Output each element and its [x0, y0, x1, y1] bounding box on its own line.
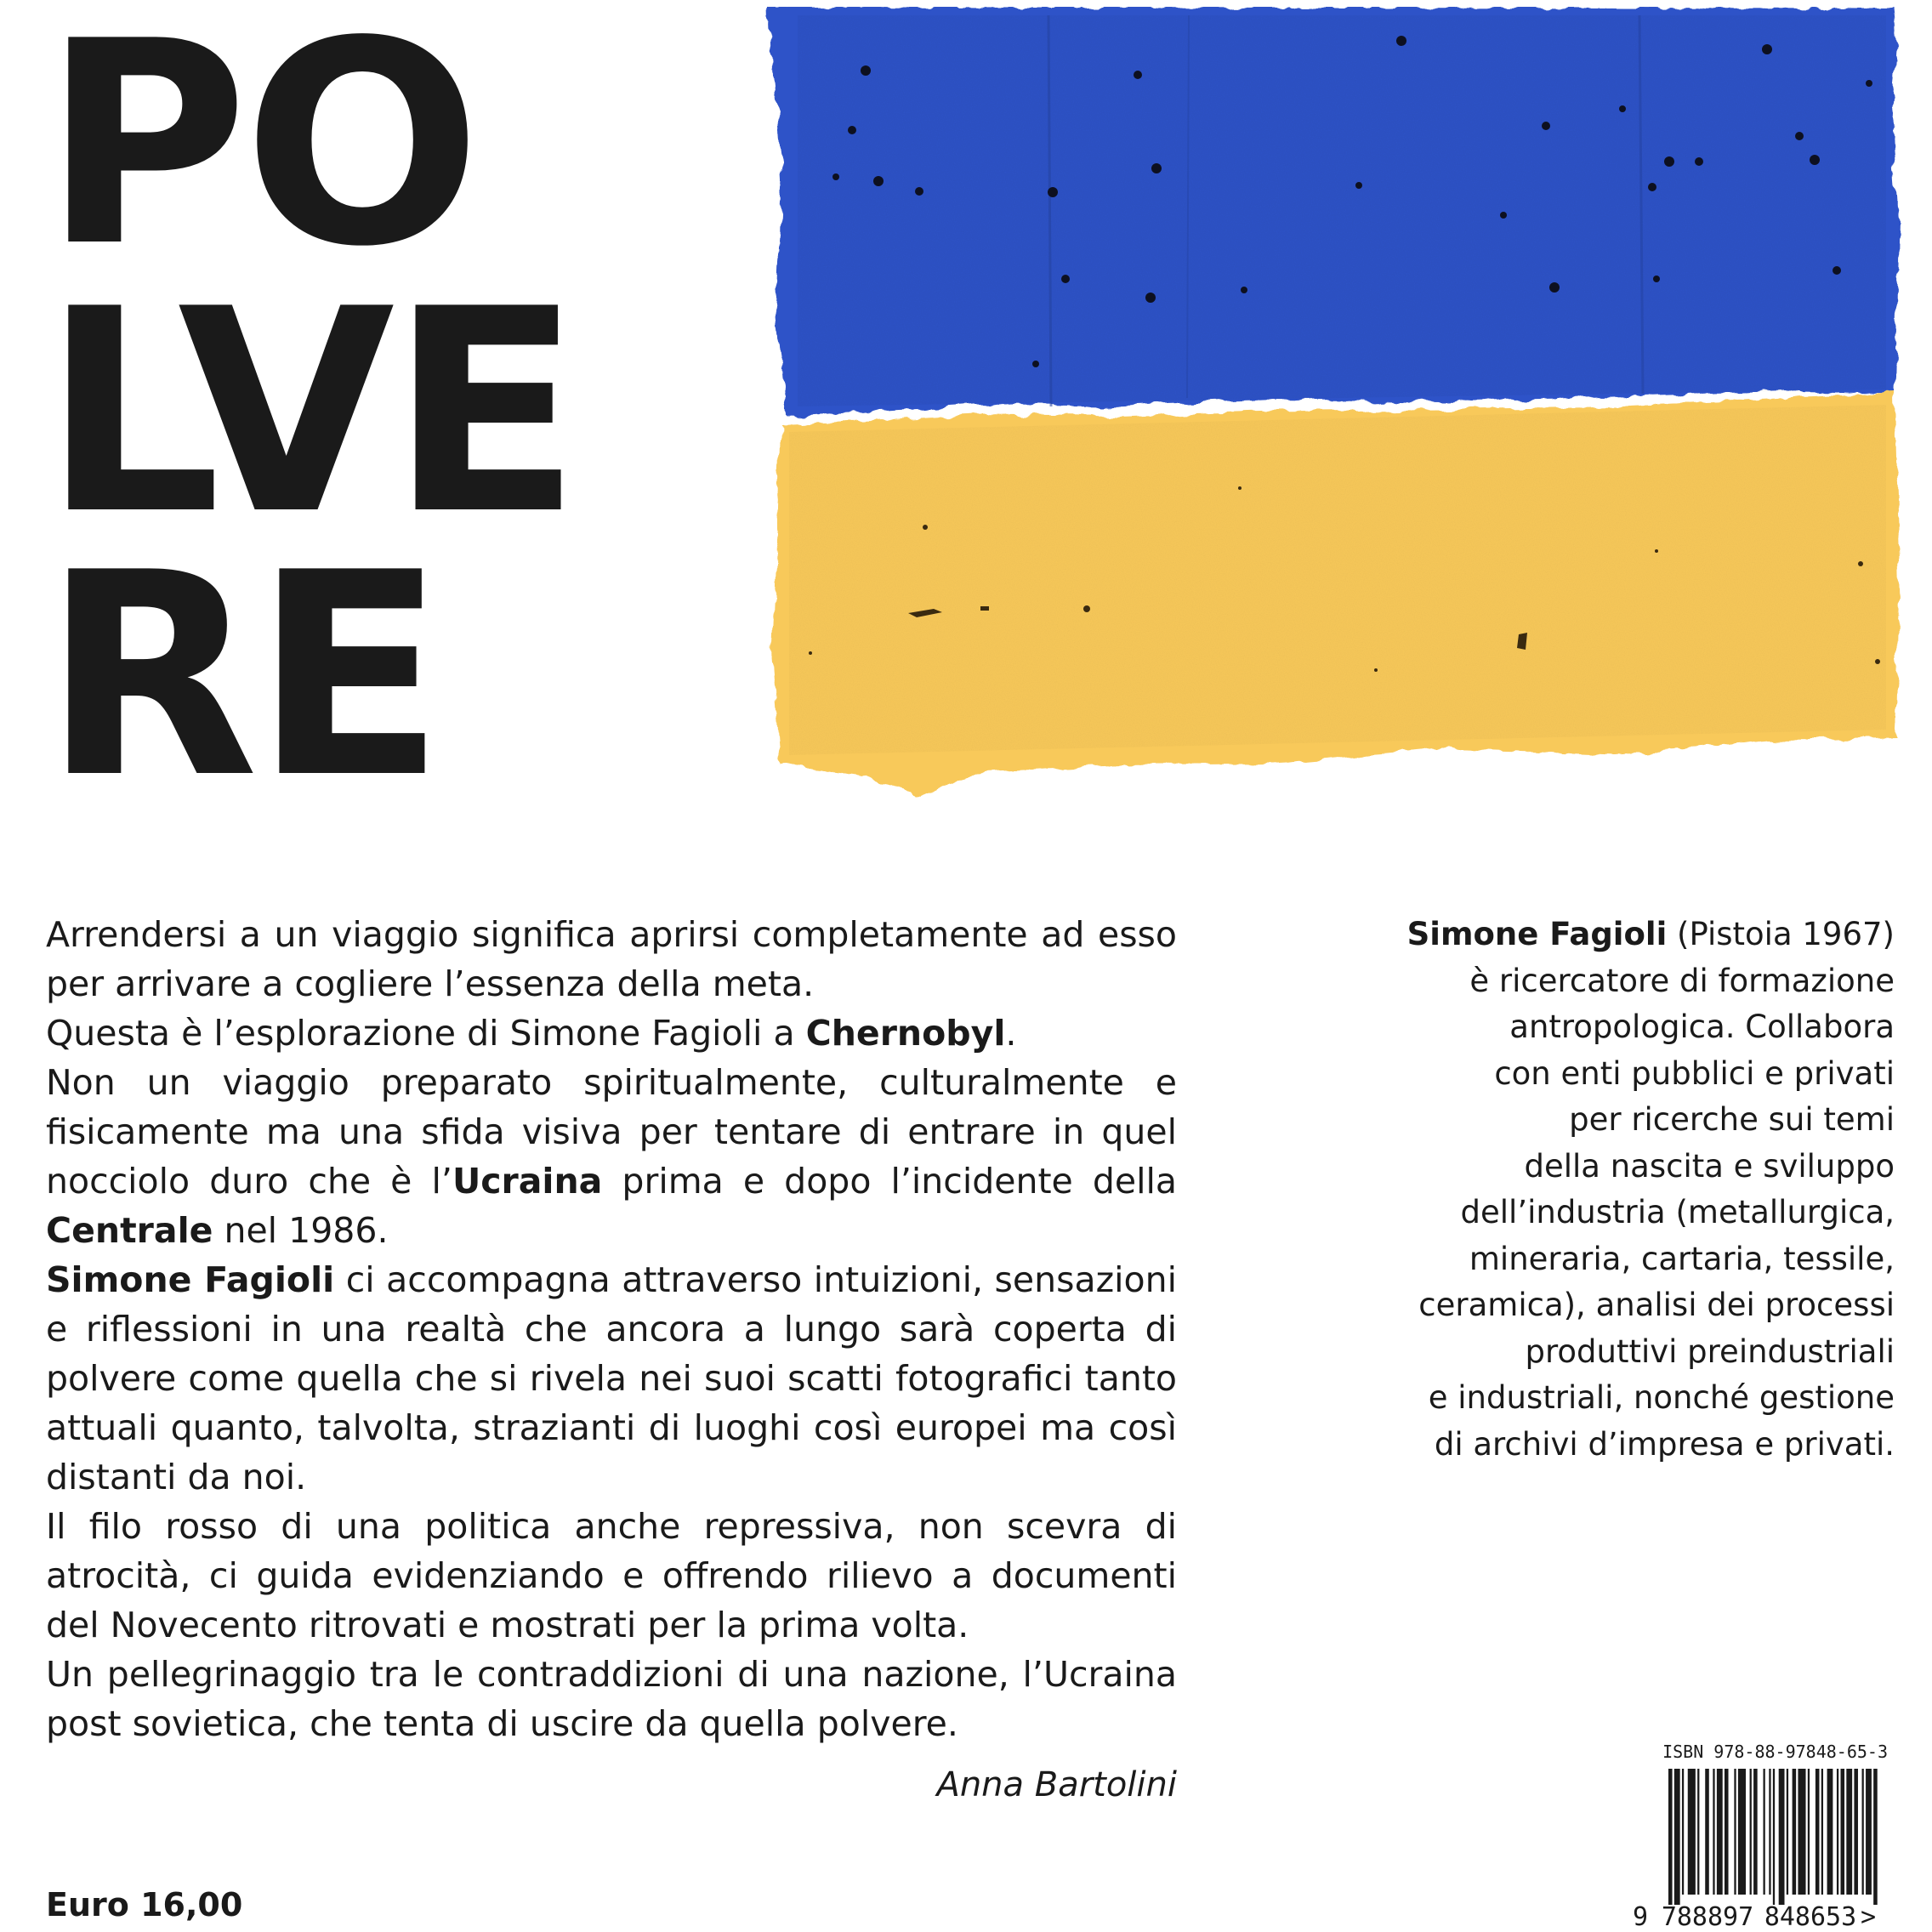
blurb-text — [46, 910, 1177, 1748]
blurb-signature: Anna Bartolini — [936, 1765, 1177, 1804]
bio-line-0: Simone Fagioli (Pistoia 1967) — [1406, 916, 1895, 952]
barcode-bar — [1713, 1769, 1714, 1895]
blurb-paragraph-3: Non un viaggio preparato spiritualmente, culturalmente e fisicamente ma una sfida visiva per tentare di entrare in quel nocciolo duro che è l’Ucraina prima e dopo l’incidente della Centrale nel 1986. — [46, 1062, 1178, 1251]
barcode-bar — [1866, 1769, 1872, 1895]
barcode-bar — [1705, 1769, 1709, 1895]
bio-line-5: della nascita e sviluppo — [1524, 1147, 1895, 1185]
ean-group-2: 848653 — [1764, 1902, 1857, 1932]
barcode-bar — [1787, 1769, 1788, 1895]
barcode-bar — [1674, 1769, 1680, 1905]
highlight-centrale: Centrale — [46, 1210, 213, 1251]
barcode-bar — [1697, 1769, 1699, 1895]
title-line-2: LVE — [43, 249, 577, 576]
barcode-bar — [1769, 1769, 1770, 1895]
bio-line-4: per ricerche sui temi — [1569, 1101, 1895, 1138]
bio-line-8: ceramica), analisi dei processi — [1418, 1287, 1895, 1323]
blurb-paragraph-2: Questa è l’esplorazione di Simone Fagioli a Chernobyl. — [46, 1013, 1017, 1054]
barcode-bar — [1841, 1769, 1845, 1895]
barcode-bar — [1668, 1769, 1673, 1905]
barcode-bar — [1734, 1769, 1736, 1895]
barcode-bar — [1773, 1769, 1775, 1905]
price-label: Euro 16,00 — [46, 1886, 243, 1923]
barcode-bar — [1827, 1769, 1833, 1895]
blurb-paragraph-5: Il filo rosso di una politica anche repressiva, non scevra di atrocità, ci guida evidenziando e offrendo rilievo a documenti del Novecento ritrovati e mostrati per la prima volta. — [46, 1506, 1177, 1645]
barcode-bar — [1873, 1769, 1878, 1905]
bio-line-3: con enti pubblici e privati — [1494, 1054, 1895, 1092]
barcode-bar — [1793, 1769, 1797, 1895]
barcode-bar — [1682, 1769, 1684, 1895]
blue-band — [769, 7, 1898, 417]
bio-line-7: mineraria, cartaria, tessile, — [1469, 1240, 1895, 1277]
barcode-bar — [1808, 1769, 1810, 1895]
barcode-bar — [1753, 1769, 1758, 1895]
title-line-3: RE — [43, 513, 440, 839]
bio-line-11: di archivi d’impresa e privati. — [1434, 1425, 1895, 1463]
highlight-author: Simone Fagioli — [46, 1259, 335, 1300]
barcode-bar — [1816, 1769, 1820, 1895]
painted-flag-artwork — [764, 7, 1903, 823]
highlight-chernobyl: Chernobyl — [805, 1013, 1006, 1054]
blurb-paragraph-6: Un pellegrinaggio tra le contraddizioni di una nazione, l’Ucraina post sovietica, che tenta di uscire da quella polvere. — [46, 1654, 1177, 1744]
barcode-bar — [1854, 1769, 1858, 1895]
barcode-bar — [1738, 1769, 1746, 1895]
barcode-bar — [1821, 1769, 1823, 1895]
bio-line-10: e industriali, nonché gestione — [1428, 1379, 1895, 1416]
ean-marker: > — [1861, 1902, 1877, 1932]
ean-first-digit: 9 — [1633, 1902, 1649, 1932]
isbn-label: ISBN 978-88-97848-65-3 — [1662, 1742, 1888, 1762]
isbn-barcode-block — [1633, 1742, 1888, 1932]
bio-line-6: dell’industria (metallurgica, — [1460, 1194, 1895, 1230]
yellow-band — [772, 393, 1900, 798]
bio-author-name: Simone Fagioli — [1406, 916, 1668, 952]
barcode-bar — [1846, 1769, 1852, 1895]
barcode-bar — [1717, 1769, 1723, 1895]
author-bio — [1327, 912, 1895, 1468]
ean-group-1: 788897 — [1661, 1902, 1754, 1932]
barcode-icon — [1668, 1769, 1879, 1905]
book-title — [43, 0, 689, 839]
bio-line-9: produttivi preindustriali — [1525, 1333, 1895, 1370]
barcode-bar — [1763, 1769, 1764, 1895]
blurb-paragraph-4: Simone Fagioli ci accompagna attraverso intuizioni, sensazioni e riflessioni in una realtà che ancora a lungo sarà coperta di polvere come quella che si rivela nei suoi scatti fotografici tanto attuali quanto, talvolta, strazianti di luoghi così europei ma così distanti da noi. — [46, 1259, 1177, 1497]
barcode-bar — [1798, 1769, 1805, 1895]
title-line-1: PO — [43, 0, 477, 308]
barcode-bar — [1688, 1769, 1696, 1895]
ean-digits — [1633, 1903, 1888, 1932]
barcode-bar — [1862, 1769, 1864, 1895]
barcode-bar — [1750, 1769, 1752, 1895]
blurb-paragraph-1: Arrendersi a un viaggio significa aprirsi completamente ad esso per arrivare a cogliere l’essenza della meta. — [46, 914, 1177, 1004]
bio-line-2: antropologica. Collabora — [1509, 1009, 1895, 1045]
barcode-bar — [1837, 1769, 1838, 1895]
barcode-bar — [1725, 1769, 1729, 1895]
bio-line-1: è ricercatore di formazione — [1469, 962, 1895, 999]
barcode-bar — [1779, 1769, 1785, 1905]
highlight-ucraina: Ucraina — [452, 1161, 603, 1202]
